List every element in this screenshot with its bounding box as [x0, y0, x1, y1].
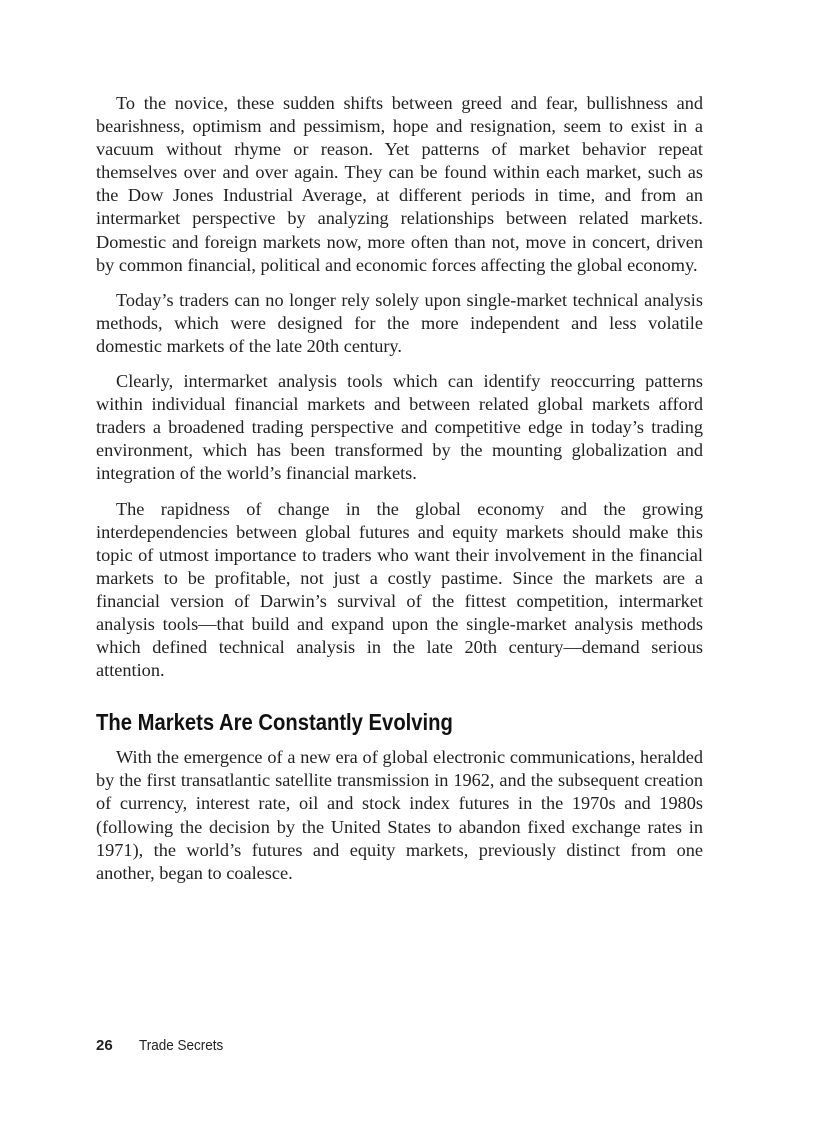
body-paragraph: Today’s traders can no longer rely solely upon single-market technical analysis methods, which were designed for the more independent and less volatile domestic markets of the late 20th century.	[96, 289, 703, 356]
body-paragraph: Clearly, intermarket analysis tools which can identify reoccurring patterns within individual financial markets and between related global markets afford traders a broadened trading perspective and competitive edge in today’s trading environment, which has been transformed by the mounting globalization and integration of the world’s financial markets.	[96, 371, 703, 484]
page-footer	[96, 1037, 232, 1054]
page-number: 26	[96, 1037, 113, 1054]
section-paragraph: With the emergence of a new era of global electronic communications, heralded by the first transatlantic satellite transmission in 1962, and the subsequent creation of currency, interest rate, oil and stock index futures in the 1970s and 1980s (following the decision by the United States to abandon fixed exchange rates in 1971), the world’s futures and equity markets, previously distinct from one another, began to coalesce.	[96, 747, 703, 883]
body-paragraph: The rapidness of change in the global economy and the growing interdependencies between global futures and equity markets should make this topic of utmost importance to traders who want their involvement in the financial markets to be profitable, not just a costly pastime. Since the markets are a financial version of Darwin’s survival of the fittest competition, intermarket analysis tools—that build and expand upon the single-market analysis methods which defined technical analysis in the late 20th century—demand serious attention.	[96, 498, 703, 681]
page-content	[96, 92, 703, 897]
body-paragraph: To the novice, these sudden shifts between greed and fear, bullishness and bearishness, optimism and pessimism, hope and resignation, seem to exist in a vacuum without rhyme or reason. Yet patterns of market behavior repeat themselves over and over again. They can be found within each market, such as the Dow Jones Industrial Average, at different periods in time, and from an intermarket perspective by analyzing relationships between related markets. Domestic and foreign markets now, more often than not, move in concert, driven by common financial, political and economic forces affecting the global economy.	[96, 93, 703, 275]
section-heading: The Markets Are Constantly Evolving	[96, 709, 453, 736]
running-title: Trade Secrets	[138, 1037, 223, 1054]
